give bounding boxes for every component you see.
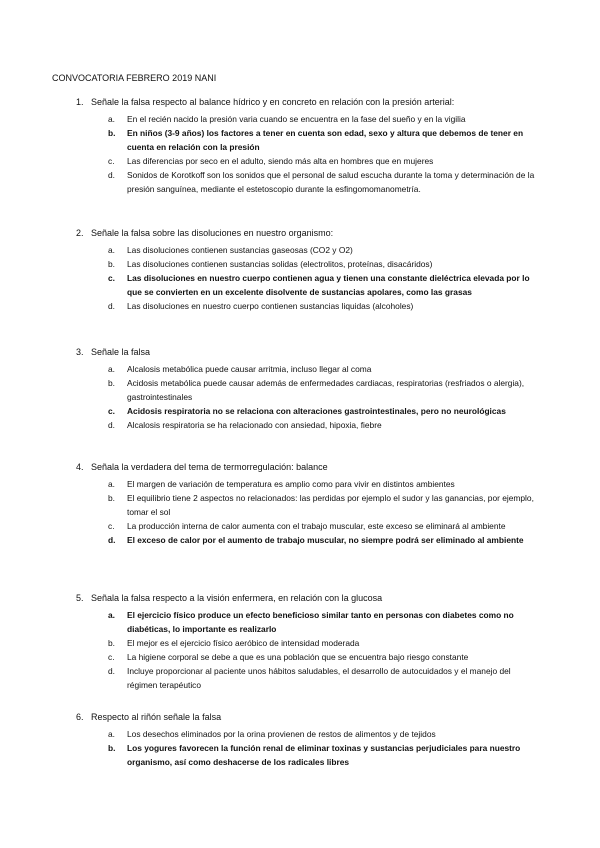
- option-letter: a.: [108, 114, 115, 124]
- question-text: Señale la falsa: [91, 347, 151, 357]
- option-letter: c.: [108, 521, 115, 531]
- option-letter: a.: [108, 479, 115, 489]
- option-text: Acidosis respiratoria no se relaciona con alteraciones gastrointestinales, pero no neurológicas: [127, 406, 506, 416]
- option-letter: b.: [108, 743, 116, 753]
- answer-option: [0, 243, 541, 257]
- option-letter: d.: [108, 301, 115, 311]
- option-letter: d.: [108, 666, 115, 676]
- question-1: [0, 96, 600, 196]
- option-text: La higiene corporal se debe a que es una población que se encuentra bajo riesgo constante: [127, 652, 469, 662]
- answer-option: [0, 168, 541, 196]
- answer-option: [0, 299, 541, 313]
- question-stem: [0, 346, 600, 359]
- option-letter: d.: [108, 420, 115, 430]
- question-number: 1.: [76, 97, 84, 107]
- option-letter: d.: [108, 535, 116, 545]
- answer-option: [0, 126, 541, 154]
- answer-options: [0, 362, 600, 432]
- option-letter: c.: [108, 406, 115, 416]
- option-text: Alcalosis metabólica puede causar arritmia, incluso llegar al coma: [127, 364, 372, 374]
- option-letter: b.: [108, 128, 116, 138]
- answer-option: [0, 650, 541, 664]
- option-text: Las disoluciones en nuestro cuerpo contienen agua y tienen una constante dieléctrica elevada por lo que se convierten en un excelente disolvente de sustancias apolares, como las grasas: [127, 273, 530, 297]
- answer-option: [0, 491, 541, 519]
- answer-option: [0, 362, 541, 376]
- question-number: 6.: [76, 712, 84, 722]
- question-stem: [0, 96, 600, 109]
- question-number: 2.: [76, 228, 84, 238]
- answer-options: [0, 727, 600, 769]
- option-letter: a.: [108, 729, 115, 739]
- document-title: CONVOCATORIA FEBRERO 2019 NANI: [52, 73, 217, 83]
- option-text: El equilibrio tiene 2 aspectos no relacionados: las perdidas por ejemplo el sudor y las ganancias, por ejemplo, tomar el sol: [127, 493, 534, 517]
- answer-option: [0, 404, 541, 418]
- option-text: Los desechos eliminados por la orina provienen de restos de alimentos y de tejidos: [127, 729, 436, 739]
- answer-options: [0, 608, 600, 692]
- answer-option: [0, 271, 541, 299]
- answer-option: [0, 418, 541, 432]
- answer-option: [0, 664, 541, 692]
- question-text: Respecto al riñón señale la falsa: [91, 712, 222, 722]
- option-letter: d.: [108, 170, 115, 180]
- answer-option: [0, 741, 541, 769]
- question-text: Señale la falsa sobre las disoluciones en nuestro organismo:: [91, 228, 334, 238]
- option-text: El exceso de calor por el aumento de trabajo muscular, no siempre podrá ser eliminado al ambiente: [127, 535, 524, 545]
- question-stem: [0, 461, 600, 474]
- option-text: Las disoluciones contienen sustancias solidas (electrolitos, proteínas, disacáridos): [127, 259, 433, 269]
- answer-option: [0, 477, 541, 491]
- option-text: Las disoluciones contienen sustancias gaseosas (CO2 y O2): [127, 245, 353, 255]
- option-letter: b.: [108, 493, 115, 503]
- question-number: 3.: [76, 347, 84, 357]
- answer-option: [0, 608, 541, 636]
- answer-option: [0, 636, 541, 650]
- answer-option: [0, 533, 541, 547]
- option-text: En niños (3-9 años) los factores a tener en cuenta son edad, sexo y altura que debemos de tener en cuenta en relación con la presión: [127, 128, 524, 152]
- answer-options: [0, 243, 600, 313]
- option-text: Las disoluciones en nuestro cuerpo contienen sustancias liquidas (alcoholes): [127, 301, 414, 311]
- answer-option: [0, 112, 541, 126]
- option-text: Incluye proporcionar al paciente unos hábitos saludables, el desarrollo de autocuidados y el manejo del régimen terapéutico: [127, 666, 511, 690]
- question-4: [0, 461, 600, 547]
- option-letter: a.: [108, 364, 115, 374]
- question-3: [0, 346, 600, 432]
- option-text: En el recién nacido la presión varia cuando se encuentra en la fase del sueño y en la vigilia: [127, 114, 466, 124]
- answer-option: [0, 727, 541, 741]
- option-text: La producción interna de calor aumenta con el trabajo muscular, este exceso se eliminará al ambiente: [127, 521, 506, 531]
- answer-option: [0, 519, 541, 533]
- answer-option: [0, 154, 541, 168]
- question-stem: [0, 711, 600, 724]
- question-number: 4.: [76, 462, 84, 472]
- option-letter: c.: [108, 273, 115, 283]
- option-letter: a.: [108, 610, 115, 620]
- option-text: Sonidos de Korotkoff son los sonidos que el personal de salud escucha durante la toma y determinación de la presión sanguínea, mediante el estetoscopio durante la esfingomomanometría.: [127, 170, 535, 194]
- answer-options: [0, 477, 600, 547]
- option-letter: c.: [108, 652, 115, 662]
- option-letter: a.: [108, 245, 115, 255]
- answer-option: [0, 257, 541, 271]
- question-text: Señala la verdadera del tema de termorregulación: balance: [91, 462, 328, 472]
- option-letter: b.: [108, 378, 115, 388]
- question-5: [0, 592, 600, 692]
- option-letter: c.: [108, 156, 115, 166]
- question-stem: [0, 227, 600, 240]
- option-text: Las diferencias por seco en el adulto, siendo más alta en hombres que en mujeres: [127, 156, 434, 166]
- option-text: Alcalosis respiratoria se ha relacionado con ansiedad, hipoxia, fiebre: [127, 420, 382, 430]
- question-6: [0, 711, 600, 769]
- answer-options: [0, 112, 600, 196]
- answer-option: [0, 376, 541, 404]
- option-text: El ejercicio físico produce un efecto beneficioso similar tanto en personas con diabetes como no diabéticas, lo importante es realizarlo: [127, 610, 514, 634]
- option-text: El mejor es el ejercicio físico aeróbico de intensidad moderada: [127, 638, 360, 648]
- question-number: 5.: [76, 593, 84, 603]
- option-text: Los yogures favorecen la función renal de eliminar toxinas y sustancias perjudiciales para nuestro organismo, así como deshacerse de los radicales libres: [127, 743, 521, 767]
- question-text: Señale la falsa respecto al balance hídrico y en concreto en relación con la presión arterial:: [91, 97, 455, 107]
- option-letter: b.: [108, 638, 115, 648]
- question-text: Señala la falsa respecto a la visión enfermera, en relación con la glucosa: [91, 593, 383, 603]
- question-stem: [0, 592, 600, 605]
- option-text: El margen de variación de temperatura es amplio como para vivir en distintos ambientes: [127, 479, 455, 489]
- option-letter: b.: [108, 259, 115, 269]
- question-2: [0, 227, 600, 313]
- option-text: Acidosis metabólica puede causar además de enfermedades cardiacas, respiratorias (resfriados o alergia), gastrointestinales: [127, 378, 525, 402]
